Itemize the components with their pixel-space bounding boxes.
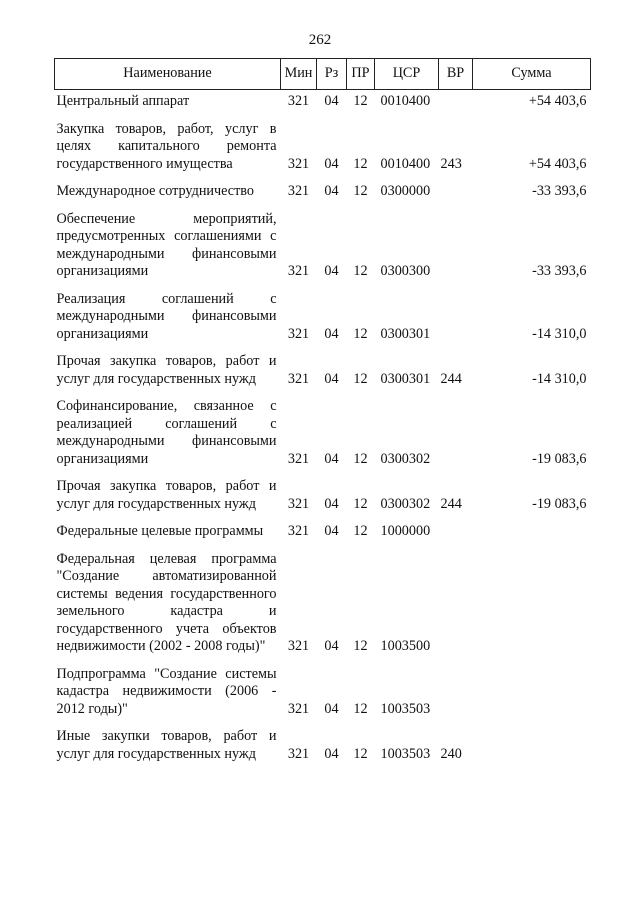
row-name: Международное сотрудничество: [56, 183, 254, 199]
row-pr: 12: [353, 700, 368, 717]
row-min: 321: [287, 93, 310, 109]
row-vr: [439, 90, 473, 111]
row-vr: [439, 656, 473, 719]
row-min: 321: [287, 263, 310, 279]
row-rz: 04: [324, 523, 339, 539]
row-sum: [473, 513, 591, 541]
row-pr: 12: [353, 370, 368, 387]
row-min: 321: [287, 155, 310, 172]
row-vr: [439, 388, 473, 468]
row-rz: 04: [324, 183, 339, 199]
row-min: 321: [287, 700, 310, 717]
row-pr: 12: [353, 638, 368, 654]
row-sum: -33 393,6: [532, 183, 587, 199]
row-pr: 12: [353, 183, 368, 199]
row-csr: 0300302: [380, 450, 431, 467]
row-rz: 04: [324, 745, 339, 762]
row-pr: 12: [353, 325, 368, 342]
table-body: [55, 90, 591, 764]
table-row: [55, 201, 591, 281]
row-csr: 0010400: [380, 93, 431, 109]
row-sum: -14 310,0: [532, 325, 587, 342]
row-vr: [439, 541, 473, 656]
row-pr: 12: [353, 450, 368, 467]
row-vr: 244: [440, 370, 462, 387]
row-name: Прочая закупка товаров, работ и услуг для государственных нужд: [56, 353, 277, 387]
table-row: [55, 173, 591, 201]
row-vr: [439, 513, 473, 541]
table-row: [55, 468, 591, 513]
table-row: [55, 111, 591, 174]
header-rz: Рз: [317, 59, 347, 90]
row-name: Реализация соглашений с международными финансовыми организациями: [56, 290, 277, 342]
header-name: Наименование: [55, 59, 281, 90]
row-rz: 04: [324, 700, 339, 717]
table-row: [55, 388, 591, 468]
row-rz: 04: [324, 325, 339, 342]
row-name: Закупка товаров, работ, услуг в целях капитального ремонта государственного имущества: [56, 120, 277, 172]
row-sum: [473, 718, 591, 763]
header-pr: ПР: [347, 59, 375, 90]
row-min: 321: [287, 370, 310, 387]
table-header: [55, 59, 591, 90]
row-pr: 12: [353, 495, 368, 512]
row-csr: 0300301: [380, 325, 431, 342]
row-rz: 04: [324, 638, 339, 654]
budget-table: [54, 58, 591, 763]
row-pr: 12: [353, 523, 368, 539]
row-min: 321: [287, 450, 310, 467]
row-min: 321: [287, 183, 310, 199]
row-sum: -14 310,0: [532, 370, 587, 387]
row-vr: [439, 201, 473, 281]
row-min: 321: [287, 495, 310, 512]
row-csr: 0010400: [380, 155, 431, 172]
row-rz: 04: [324, 495, 339, 512]
row-name: Прочая закупка товаров, работ и услуг для государственных нужд: [56, 478, 277, 512]
row-vr: 240: [440, 745, 462, 762]
row-rz: 04: [324, 155, 339, 172]
row-sum: +54 403,6: [528, 93, 587, 109]
row-name: Иные закупки товаров, работ и услуг для государственных нужд: [56, 728, 277, 762]
row-min: 321: [287, 325, 310, 342]
header-vr: ВР: [439, 59, 473, 90]
table-row: [55, 281, 591, 344]
table-row: [55, 513, 591, 541]
row-csr: 0300300: [380, 263, 431, 279]
row-name: Федеральная целевая программа "Создание автоматизированной системы ведения государственного земельного кадастра и государственного учета объектов недвижимости (2002 - 2008 годы)": [56, 550, 277, 654]
row-pr: 12: [353, 263, 368, 279]
row-csr: 0300301: [380, 370, 431, 387]
row-min: 321: [287, 745, 310, 762]
row-csr: 1000000: [380, 523, 431, 539]
row-sum: -19 083,6: [532, 450, 587, 467]
table-row: [55, 656, 591, 719]
table-row: [55, 343, 591, 388]
row-vr: 243: [440, 155, 462, 172]
row-sum: -33 393,6: [532, 263, 587, 279]
row-pr: 12: [353, 93, 368, 109]
table-row: [55, 541, 591, 656]
row-name: Софинансирование, связанное с реализацией соглашений с международными финансовыми организациями: [56, 398, 277, 467]
row-csr: 1003503: [380, 745, 431, 762]
header-sum: Сумма: [473, 59, 591, 90]
row-csr: 1003503: [380, 700, 431, 717]
row-vr: 244: [440, 495, 462, 512]
row-sum: -19 083,6: [532, 495, 587, 512]
row-name: Федеральные целевые программы: [56, 523, 264, 539]
row-csr: 0300000: [380, 183, 431, 199]
row-pr: 12: [353, 745, 368, 762]
row-csr: 0300302: [380, 495, 431, 512]
row-vr: [439, 173, 473, 201]
header-csr: ЦСР: [375, 59, 439, 90]
row-rz: 04: [324, 93, 339, 109]
table-row: [55, 90, 591, 111]
header-min: Мин: [281, 59, 317, 90]
row-vr: [439, 281, 473, 344]
row-rz: 04: [324, 370, 339, 387]
row-rz: 04: [324, 263, 339, 279]
row-rz: 04: [324, 450, 339, 467]
row-min: 321: [287, 638, 310, 654]
row-name: Подпрограмма "Создание системы кадастра недвижимости (2006 - 2012 годы)": [56, 665, 277, 717]
page-number: 262: [308, 32, 332, 48]
row-sum: [473, 656, 591, 719]
row-csr: 1003500: [380, 638, 431, 654]
row-sum: +54 403,6: [528, 155, 587, 172]
row-name: Обеспечение мероприятий, предусмотренных соглашениями с международными финансовыми организациями: [56, 210, 277, 279]
table-row: [55, 718, 591, 763]
row-sum: [473, 541, 591, 656]
row-name: Центральный аппарат: [56, 93, 190, 109]
row-min: 321: [287, 523, 310, 539]
row-pr: 12: [353, 155, 368, 172]
